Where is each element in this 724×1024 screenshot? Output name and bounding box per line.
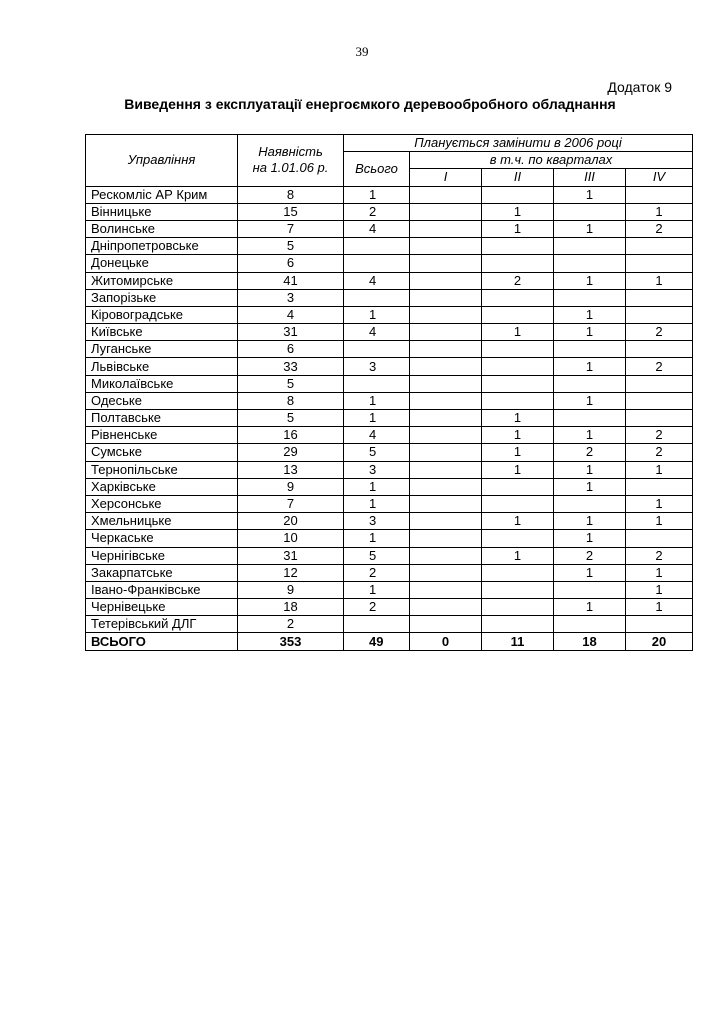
cell-q4 — [626, 410, 693, 427]
cell-total: 1 — [344, 495, 410, 512]
cell-q2 — [482, 495, 554, 512]
cell-q2 — [482, 255, 554, 272]
cell-management: Київське — [86, 324, 238, 341]
cell-q1 — [410, 495, 482, 512]
cell-availability: 2 — [238, 616, 344, 633]
cell-q3: 1 — [554, 478, 626, 495]
cell-q3 — [554, 581, 626, 598]
cell-management: Сумське — [86, 444, 238, 461]
cell-q4 — [626, 478, 693, 495]
cell-availability: 16 — [238, 427, 344, 444]
cell-total — [344, 238, 410, 255]
cell-q4 — [626, 306, 693, 323]
cell-total: 3 — [344, 461, 410, 478]
cell-availability: 31 — [238, 324, 344, 341]
table-row — [86, 324, 693, 341]
cell-q2 — [482, 392, 554, 409]
cell-management: Донецьке — [86, 255, 238, 272]
cell-q1 — [410, 530, 482, 547]
cell-q1 — [410, 392, 482, 409]
cell-q1 — [410, 324, 482, 341]
cell-availability: 8 — [238, 392, 344, 409]
table-row — [86, 478, 693, 495]
cell-q4: 2 — [626, 427, 693, 444]
cell-q4: 2 — [626, 547, 693, 564]
cell-q1: 0 — [410, 633, 482, 650]
cell-management: Дніпропетровське — [86, 238, 238, 255]
cell-availability: 7 — [238, 220, 344, 237]
cell-total: 1 — [344, 410, 410, 427]
cell-q4 — [626, 255, 693, 272]
header-by-quarters: в т.ч. по кварталах — [410, 152, 693, 169]
cell-q2: 1 — [482, 427, 554, 444]
cell-q4: 1 — [626, 495, 693, 512]
cell-total — [344, 616, 410, 633]
cell-availability: 6 — [238, 255, 344, 272]
table-row — [86, 427, 693, 444]
header-q2: II — [482, 169, 554, 186]
table-row — [86, 272, 693, 289]
cell-total: 5 — [344, 547, 410, 564]
cell-availability: 41 — [238, 272, 344, 289]
cell-q3: 1 — [554, 513, 626, 530]
cell-availability: 353 — [238, 633, 344, 650]
cell-q3 — [554, 255, 626, 272]
cell-availability: 10 — [238, 530, 344, 547]
header-availability-line1: Наявність — [258, 144, 323, 160]
cell-q2 — [482, 306, 554, 323]
cell-management: Рівненське — [86, 427, 238, 444]
cell-q1 — [410, 599, 482, 616]
table-row — [86, 358, 693, 375]
cell-availability: 15 — [238, 203, 344, 220]
cell-q1 — [410, 358, 482, 375]
cell-q3 — [554, 203, 626, 220]
cell-q4: 1 — [626, 599, 693, 616]
cell-q2 — [482, 375, 554, 392]
header-management: Управління — [86, 135, 238, 187]
cell-availability: 9 — [238, 478, 344, 495]
cell-q3: 18 — [554, 633, 626, 650]
cell-q2: 1 — [482, 220, 554, 237]
cell-q3: 1 — [554, 358, 626, 375]
cell-q3 — [554, 410, 626, 427]
cell-q2: 1 — [482, 461, 554, 478]
cell-q3: 1 — [554, 530, 626, 547]
cell-availability: 6 — [238, 341, 344, 358]
cell-q2 — [482, 564, 554, 581]
cell-availability: 20 — [238, 513, 344, 530]
table-row — [86, 495, 693, 512]
table-row — [86, 599, 693, 616]
cell-availability: 5 — [238, 238, 344, 255]
header-q3: III — [554, 169, 626, 186]
cell-q1 — [410, 513, 482, 530]
cell-q2 — [482, 186, 554, 203]
cell-q4 — [626, 238, 693, 255]
header-q1: I — [410, 169, 482, 186]
table-row — [86, 581, 693, 598]
cell-management: Закарпатське — [86, 564, 238, 581]
cell-q3 — [554, 495, 626, 512]
cell-q4 — [626, 616, 693, 633]
cell-q2 — [482, 530, 554, 547]
document-title: Виведення з експлуатації енергоємкого деревообробного обладнання — [124, 96, 616, 112]
header-q4: IV — [626, 169, 693, 186]
cell-q2: 1 — [482, 444, 554, 461]
cell-q4: 1 — [626, 272, 693, 289]
cell-q1 — [410, 341, 482, 358]
cell-total: 2 — [344, 564, 410, 581]
cell-management: Одеське — [86, 392, 238, 409]
cell-q2 — [482, 238, 554, 255]
table-row — [86, 306, 693, 323]
cell-management: Харківське — [86, 478, 238, 495]
cell-q1 — [410, 616, 482, 633]
cell-q2 — [482, 581, 554, 598]
table-row — [86, 530, 693, 547]
cell-management: Полтавське — [86, 410, 238, 427]
cell-management: Черкаське — [86, 530, 238, 547]
table-row — [86, 513, 693, 530]
cell-total: 1 — [344, 581, 410, 598]
cell-q3 — [554, 238, 626, 255]
cell-total: 4 — [344, 220, 410, 237]
table-row — [86, 375, 693, 392]
cell-q2: 2 — [482, 272, 554, 289]
cell-total: 2 — [344, 203, 410, 220]
cell-availability: 13 — [238, 461, 344, 478]
cell-availability: 3 — [238, 289, 344, 306]
cell-total: 49 — [344, 633, 410, 650]
cell-q2 — [482, 341, 554, 358]
cell-q2: 1 — [482, 513, 554, 530]
cell-q2: 1 — [482, 324, 554, 341]
cell-availability: 31 — [238, 547, 344, 564]
cell-total: 4 — [344, 427, 410, 444]
cell-q1 — [410, 410, 482, 427]
cell-q1 — [410, 478, 482, 495]
header-availability — [238, 135, 344, 187]
cell-management: Львівське — [86, 358, 238, 375]
cell-total: 3 — [344, 513, 410, 530]
table-row — [86, 341, 693, 358]
cell-availability: 8 — [238, 186, 344, 203]
cell-q3: 2 — [554, 444, 626, 461]
cell-management: Кіровоградське — [86, 306, 238, 323]
cell-q4: 1 — [626, 581, 693, 598]
cell-q4: 20 — [626, 633, 693, 650]
cell-management: ВСЬОГО — [86, 633, 238, 650]
cell-q3: 1 — [554, 599, 626, 616]
cell-total: 1 — [344, 392, 410, 409]
cell-availability: 7 — [238, 495, 344, 512]
table-row — [86, 220, 693, 237]
cell-q1 — [410, 547, 482, 564]
cell-management: Херсонське — [86, 495, 238, 512]
cell-q2 — [482, 478, 554, 495]
cell-q3: 2 — [554, 547, 626, 564]
table-row — [86, 203, 693, 220]
cell-management: Івано-Франківське — [86, 581, 238, 598]
table-row — [86, 238, 693, 255]
cell-q3: 1 — [554, 564, 626, 581]
cell-q1 — [410, 186, 482, 203]
cell-q3: 1 — [554, 272, 626, 289]
cell-q4: 1 — [626, 461, 693, 478]
total-row — [86, 633, 693, 650]
cell-total: 1 — [344, 306, 410, 323]
cell-q1 — [410, 306, 482, 323]
cell-management: Тернопільське — [86, 461, 238, 478]
table-row — [86, 410, 693, 427]
cell-q2 — [482, 358, 554, 375]
cell-availability: 5 — [238, 410, 344, 427]
equipment-table — [85, 134, 693, 651]
cell-management: Вінницьке — [86, 203, 238, 220]
cell-q1 — [410, 564, 482, 581]
cell-management: Хмельницьке — [86, 513, 238, 530]
cell-management: Рескомліс АР Крим — [86, 186, 238, 203]
cell-q3: 1 — [554, 186, 626, 203]
table-row — [86, 392, 693, 409]
cell-q3 — [554, 616, 626, 633]
cell-q3: 1 — [554, 461, 626, 478]
cell-management: Миколаївське — [86, 375, 238, 392]
cell-management: Запорізьке — [86, 289, 238, 306]
cell-q1 — [410, 272, 482, 289]
cell-q3: 1 — [554, 306, 626, 323]
cell-total: 4 — [344, 324, 410, 341]
cell-q4 — [626, 375, 693, 392]
header-availability-line2: на 1.01.06 р. — [252, 160, 329, 176]
cell-availability: 29 — [238, 444, 344, 461]
cell-availability: 9 — [238, 581, 344, 598]
cell-q1 — [410, 220, 482, 237]
cell-q4 — [626, 341, 693, 358]
cell-total: 5 — [344, 444, 410, 461]
cell-q4 — [626, 186, 693, 203]
cell-management: Тетерівський ДЛГ — [86, 616, 238, 633]
cell-q4 — [626, 289, 693, 306]
cell-q3: 1 — [554, 392, 626, 409]
table-row — [86, 461, 693, 478]
cell-availability: 4 — [238, 306, 344, 323]
cell-management: Житомирське — [86, 272, 238, 289]
table-row — [86, 289, 693, 306]
cell-q4: 2 — [626, 444, 693, 461]
table-row — [86, 444, 693, 461]
cell-q3 — [554, 375, 626, 392]
cell-q4: 2 — [626, 324, 693, 341]
cell-total: 2 — [344, 599, 410, 616]
cell-q1 — [410, 289, 482, 306]
cell-q2 — [482, 289, 554, 306]
header-planned: Планується замінити в 2006 році — [344, 135, 693, 152]
cell-q3 — [554, 341, 626, 358]
cell-management: Чернігівське — [86, 547, 238, 564]
table-row — [86, 564, 693, 581]
cell-q1 — [410, 238, 482, 255]
cell-q4 — [626, 530, 693, 547]
header-total: Всього — [344, 152, 410, 186]
cell-q2: 1 — [482, 203, 554, 220]
cell-q1 — [410, 375, 482, 392]
cell-total: 1 — [344, 530, 410, 547]
cell-q4 — [626, 392, 693, 409]
cell-availability: 18 — [238, 599, 344, 616]
cell-total — [344, 255, 410, 272]
cell-management: Волинське — [86, 220, 238, 237]
table-row — [86, 186, 693, 203]
cell-total — [344, 341, 410, 358]
cell-q1 — [410, 444, 482, 461]
cell-total: 4 — [344, 272, 410, 289]
cell-availability: 33 — [238, 358, 344, 375]
table-header — [86, 135, 693, 187]
page-number: 39 — [355, 44, 369, 59]
cell-q4: 1 — [626, 564, 693, 581]
cell-q4: 2 — [626, 220, 693, 237]
cell-q3 — [554, 289, 626, 306]
cell-q2 — [482, 616, 554, 633]
cell-q3: 1 — [554, 220, 626, 237]
cell-total: 1 — [344, 186, 410, 203]
cell-q1 — [410, 203, 482, 220]
cell-q1 — [410, 427, 482, 444]
appendix-label: Додаток 9 — [607, 79, 672, 95]
cell-management: Луганське — [86, 341, 238, 358]
cell-q1 — [410, 461, 482, 478]
cell-availability: 12 — [238, 564, 344, 581]
cell-q4: 1 — [626, 203, 693, 220]
cell-q1 — [410, 255, 482, 272]
cell-total: 3 — [344, 358, 410, 375]
cell-q3: 1 — [554, 427, 626, 444]
cell-q3: 1 — [554, 324, 626, 341]
cell-q4: 1 — [626, 513, 693, 530]
cell-q2: 1 — [482, 410, 554, 427]
cell-total: 1 — [344, 478, 410, 495]
cell-q2: 11 — [482, 633, 554, 650]
cell-q2: 1 — [482, 547, 554, 564]
cell-q2 — [482, 599, 554, 616]
table-row — [86, 547, 693, 564]
table-row — [86, 616, 693, 633]
cell-q1 — [410, 581, 482, 598]
cell-total — [344, 289, 410, 306]
table-row — [86, 255, 693, 272]
cell-total — [344, 375, 410, 392]
cell-q4: 2 — [626, 358, 693, 375]
table-body — [86, 186, 693, 650]
cell-management: Чернівецьке — [86, 599, 238, 616]
cell-availability: 5 — [238, 375, 344, 392]
